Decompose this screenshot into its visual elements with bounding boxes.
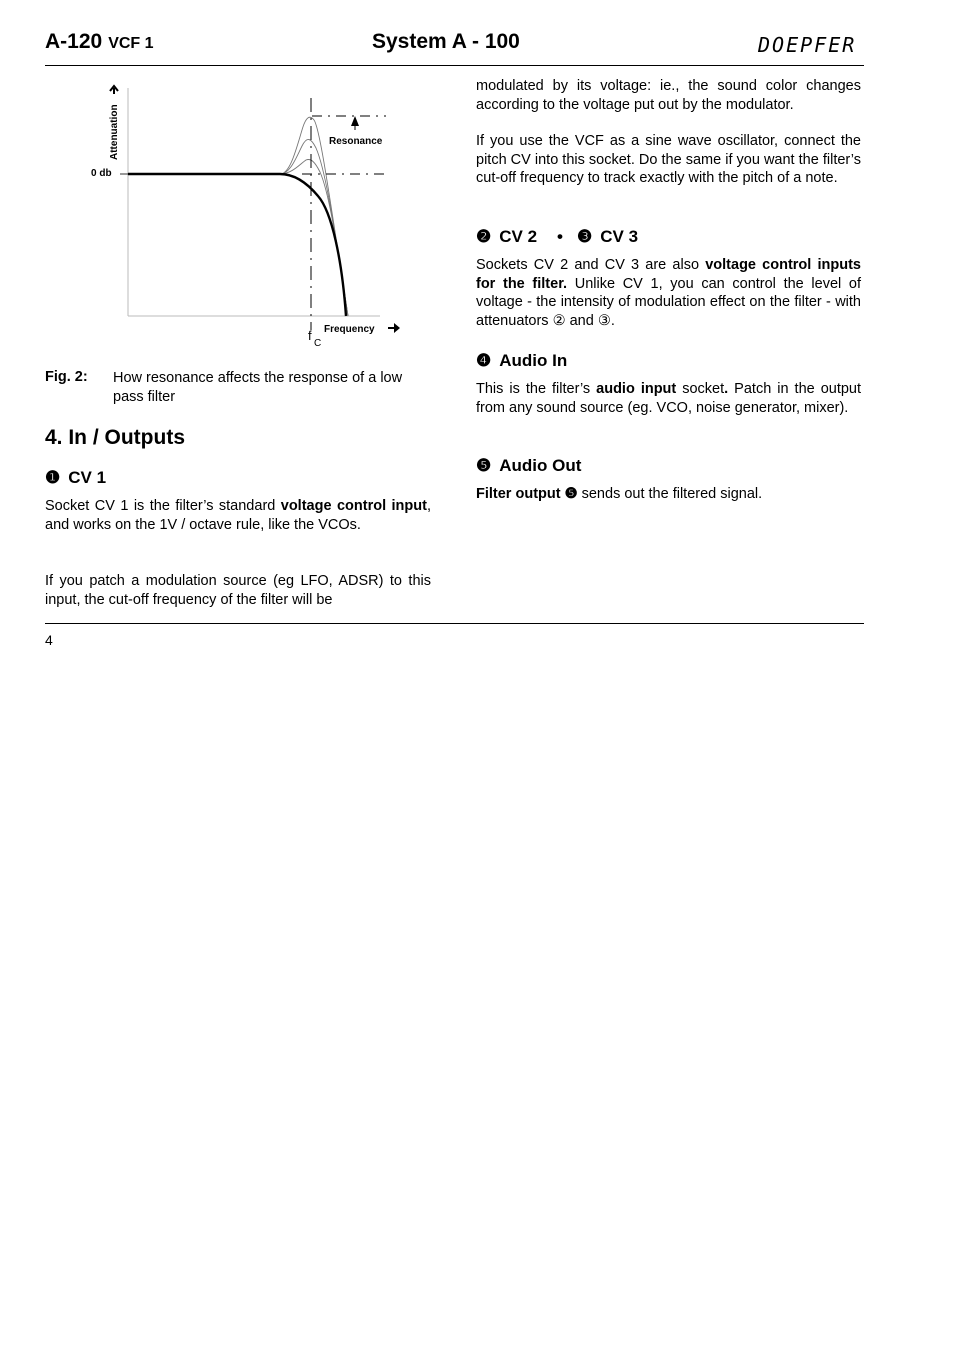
zero-db-label: 0 db — [91, 168, 112, 179]
bullet-2-icon: ❷ — [476, 227, 492, 246]
resonance-curve-high — [128, 117, 348, 316]
resonance-curve-low — [128, 160, 348, 317]
bold-text-run: audio input — [596, 381, 677, 397]
response-curve — [128, 174, 346, 316]
resonance-arrow-icon — [351, 116, 359, 126]
up-arrow-icon — [110, 86, 118, 94]
text-run: Socket CV 1 is the filter’s standard — [45, 498, 281, 514]
cv1-paragraph-continued: modulated by its voltage: ie., the sound color changes according to the voltage put out by the modulator. — [476, 78, 861, 113]
text-run: sends out the filtered signal. — [577, 486, 763, 502]
figure-caption-label: Fig. 2: — [45, 369, 88, 385]
bullet-4-icon: ❹ — [476, 351, 492, 370]
cv2-heading-text: CV 2 — [499, 227, 538, 246]
text-run: Unlike CV 1, you can control the level of voltage - the intensity of modulation effect on the filter - with attenuators ② and ③. — [476, 275, 861, 329]
bold-text-run: Filter output ❺ — [476, 486, 578, 502]
section-heading: 4. In / Outputs — [45, 426, 185, 449]
text-run: socket — [676, 381, 725, 397]
resonance-curve-medium — [128, 139, 348, 316]
module-title — [45, 30, 154, 54]
response-diagram — [80, 80, 420, 355]
page-number: 4 — [45, 632, 53, 648]
cv1-paragraph-2: If you patch a modulation source (eg LFO, ADSR) to this input, the cut-off frequency of the filter will be — [45, 573, 431, 608]
cv2-cv3-heading — [476, 227, 638, 247]
separator-dot: • — [557, 227, 563, 246]
text-run: This is the filter’s — [476, 381, 597, 397]
filter-response-figure — [80, 80, 420, 360]
brand-logo: DOEPFER — [758, 33, 857, 57]
footer-rule — [45, 623, 864, 624]
module-name: VCF 1 — [108, 35, 154, 52]
cv1-paragraph-1 — [45, 497, 431, 534]
text-run: Patch in the output from any sound source (eg. VCO, noise generator, mixer). — [476, 381, 862, 416]
audio-in-paragraph — [476, 380, 861, 417]
y-axis-label: Attenuation — [109, 104, 120, 160]
audio-out-heading-text: Audio Out — [499, 456, 582, 475]
audio-out-paragraph — [476, 485, 861, 504]
system-title: System A - 100 — [372, 30, 520, 53]
audio-in-heading — [476, 351, 567, 371]
cv1-heading-text: CV 1 — [68, 468, 107, 487]
figure-caption-text: How resonance affects the response of a low pass filter — [113, 370, 403, 405]
sine-oscillator-paragraph: If you use the VCF as a sine wave oscillator, connect the pitch CV into this socket. Do the same if you want the filter’s cut-off frequency to track exactly with the pitch of a note. — [476, 133, 861, 187]
model-number: A-120 — [45, 30, 103, 53]
header-rule — [45, 65, 864, 66]
bullet-3-icon: ❸ — [577, 227, 593, 246]
bullet-1-icon: ❶ — [45, 468, 61, 487]
bold-text-run: voltage control input — [280, 498, 427, 514]
fc-subscript: C — [314, 338, 322, 349]
bold-text-run: voltage control inputs for the filter. — [476, 257, 861, 292]
text-run: Sockets CV 2 and CV 3 are also — [476, 257, 706, 273]
cv2-cv3-paragraph — [476, 256, 861, 330]
resonance-label: Resonance — [329, 136, 383, 147]
audio-out-heading — [476, 456, 581, 476]
cv1-heading — [45, 468, 106, 488]
fc-label: f — [308, 328, 312, 343]
audio-in-heading-text: Audio In — [499, 351, 568, 370]
frequency-label: Frequency — [324, 324, 375, 335]
right-arrow-icon — [388, 323, 400, 333]
cv3-heading-text: CV 3 — [600, 227, 639, 246]
text-run: , and works on the 1V / octave rule, like the VCOs. — [45, 498, 431, 533]
bullet-5-icon: ❺ — [476, 456, 492, 475]
bold-text-run: . — [724, 381, 729, 397]
